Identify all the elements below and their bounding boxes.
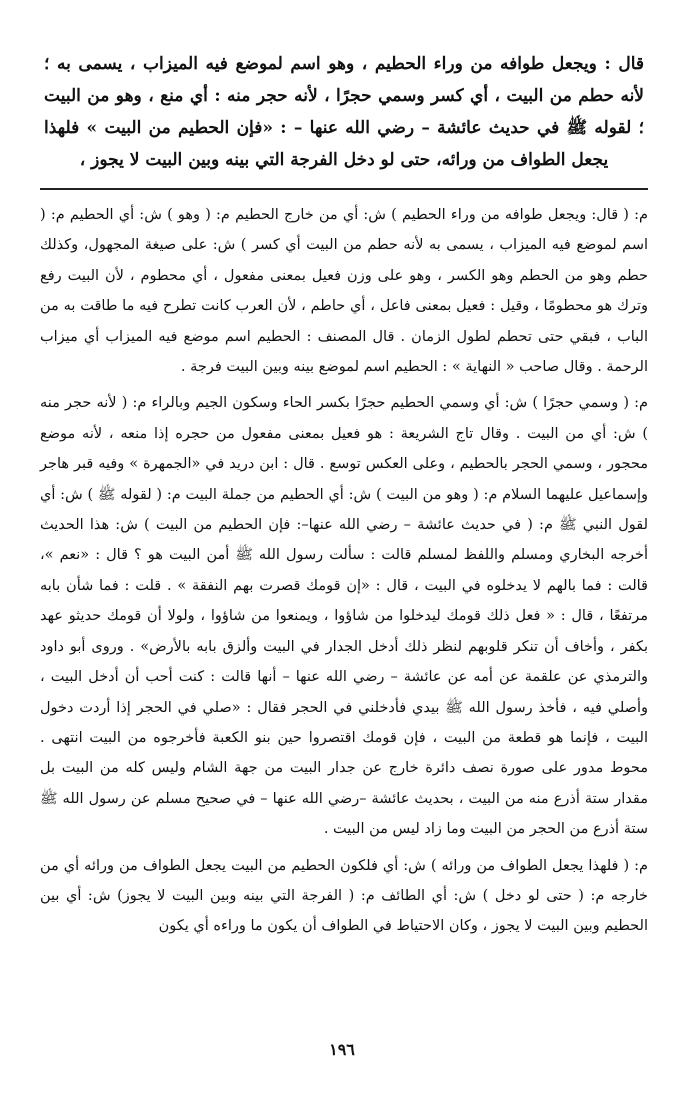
book-page bbox=[40, 48, 648, 1077]
matn-text-block bbox=[44, 48, 644, 176]
sharh-paragraph-3: م: ( فلهذا يجعل الطواف من ورائه ) ش: أي فلكون الحطيم من البيت يجعل الطواف من ورائه أي من خارجه م: ( حتى لو دخل ) ش: أي الطائف م: ( الفرجة التي بينه وبين البيت لا يجوز) ش: أي بين الحطيم وبين البيت لا يجوز ، وكان الاحتياط في الطواف أن يكون ما وراءه أي يكون bbox=[40, 857, 648, 935]
page-number: ١٩٦ bbox=[329, 1040, 355, 1059]
separator-rule bbox=[40, 188, 648, 190]
matn-paragraph: قال : ويجعل طوافه من وراء الحطيم ، وهو اسم لموضع فيه الميزاب ، يسمى به ؛ لأنه حطم من البيت ، أي كسر وسمي حجرًا ، لأنه حجر منه : أي منع ، وهو من البيت ؛ لقوله ﷺ في حديث عائشة – رضي الله عنها – : «فإن الحطيم من البيت » فلهذا يجعل الطواف من ورائه، حتى لو دخل الفرجة التي بينه وبين البيت لا يجوز ، bbox=[44, 54, 644, 170]
sharh-paragraph-2: م: ( وسمي حجرًا ) ش: أي وسمي الحطيم حجرًا بكسر الحاء وسكون الجيم وبالراء م: ( لأنه حجر منه ) ش: أي من البيت . وقال تاج الشريعة : هو فعيل بمعنى مفعول من حجره إذا منعه ، لأنه موضع محجور ، وسمي الحجر بالحطيم ، وعلى العكس توسع . قال : ابن دريد في «الجمهرة » وفيه قبر هاجر وإسماعيل عليهما السلام م: ( وهو من البيت ) ش: أي الحطيم من جملة البيت م: ( لقوله ﷺ ) ش: أي لقول النبي ﷺ م: ( في حديث عائشة – رضي الله عنها–: فإن الحطيم من البيت ) ش: هذا الحديث أخرجه البخاري ومسلم واللفظ لمسلم قالت : سألت رسول الله ﷺ أمن البيت هو ؟ قال : «نعم »، قالت : فما بالهم لا يدخلوه في البيت ، قال : «إن قومك قصرت بهم النفقة » . قلت : فما شأن بابه مرتفعًا ، قال : « فعل ذلك قومك ليدخلوا من شاؤوا ، ويمنعوا من شاؤوا ، ولولا أن قومك حديثو عهد بكفر ، وأخاف أن تنكر قلوبهم لنظر ذلك أدخل الجدار في البيت وألزق بابه بالأرض» . وروى أبو داود والترمذي عن علقمة عن أمه عن عائشة – رضي الله عنها – أنها قالت : كنت أحب أن أدخل البيت ، وأصلي فيه ، فأخذ رسول الله ﷺ بيدي فأدخلني في الحجر فقال : «صلي في الحجر إذا أردت دخول البيت ، فإنما هو قطعة من البيت ، فإن قومك اقتصروا حين بنو الكعبة فأخرجوه من البيت انتهى . محوط مدور على صورة نصف دائرة خارج عن جدار البيت من جهة الشام وليس كله من البيت بل مقدار ستة أذرع منه من البيت ، بحديث عائشة –رضي الله عنها – في صحيح مسلم عن رسول الله ﷺ ستة أذرع من الحجر من البيت وما زاد ليس من البيت . bbox=[40, 395, 648, 838]
sharh-commentary-block bbox=[40, 200, 648, 942]
sharh-paragraph-1: م: ( قال: ويجعل طوافه من وراء الحطيم ) ش: أي من خارج الحطيم م: ( وهو ) ش: أي الحطيم م: ( اسم لموضع فيه الميزاب ، يسمى به لأنه حطم من البيت أي كسر ) ش: على صيغة المجهول، وكذلك حطم وهو من الحطم وهو الكسر ، وهو على وزن فعيل بمعنى مفعول ، أي محطوم ، لأن البيت رفع وترك هو محطومًا ، وقيل : فعيل بمعنى فاعل ، أي حاطم ، لأن العرب كانت تطرح فيه ما طاقت به من الباب ، فبقي حتى تحطم لطول الزمان . قال المصنف : الحطيم اسم موضع فيه الميزاب أي ميزاب الرحمة . وقال صاحب « النهاية » : الحطيم اسم لموضع بينه وبين البيت فرجة . bbox=[40, 207, 648, 376]
